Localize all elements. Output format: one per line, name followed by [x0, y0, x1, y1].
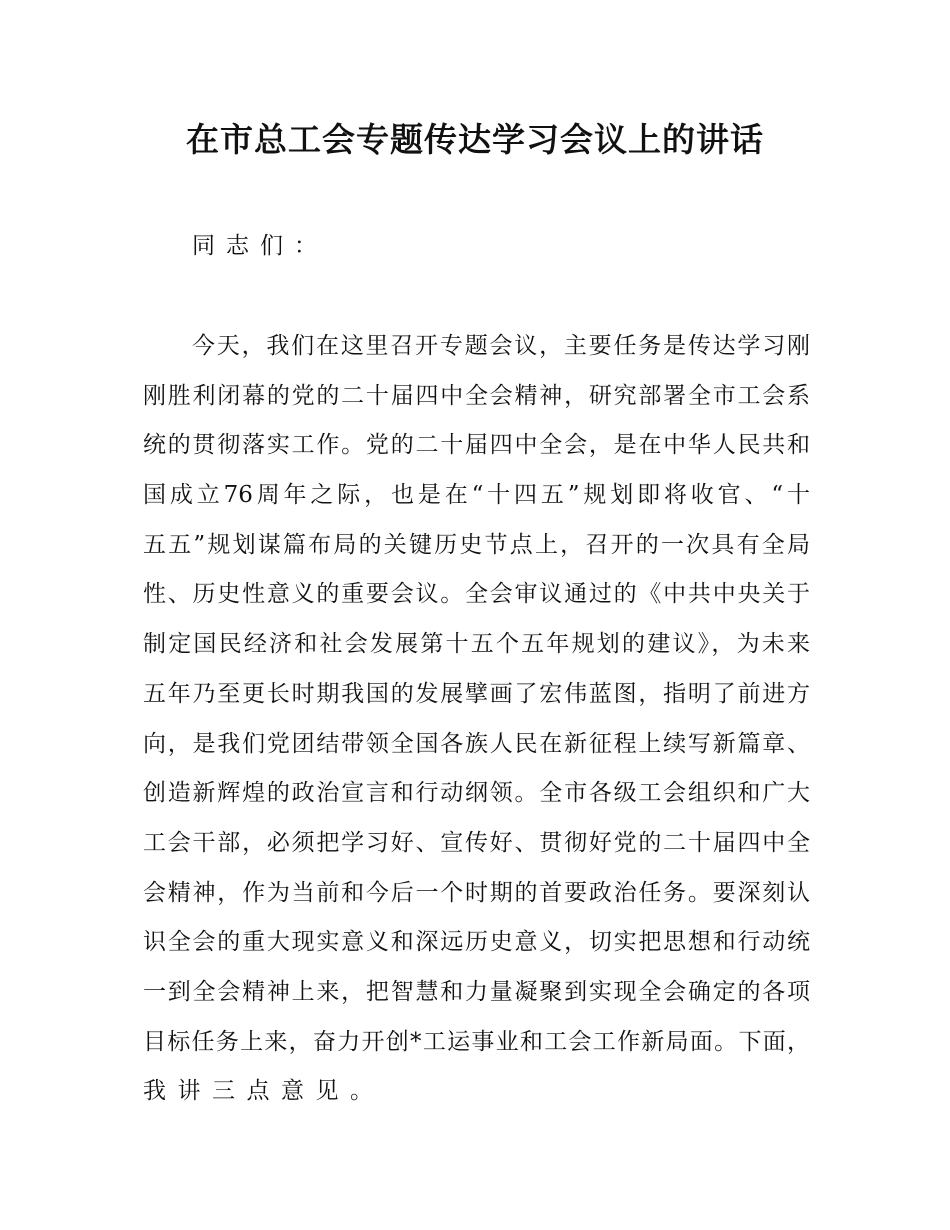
paragraph-line: 五五”规划谋篇布局的关键历史节点上，召开的一次具有全局 — [143, 531, 810, 558]
paragraph-line: 工会干部，必须把学习好、宣传好、贯彻好党的二十届四中全 — [143, 829, 810, 856]
paragraph-line: 创造新辉煌的政治宣言和行动纲领。全市各级工会组织和广大 — [143, 780, 810, 807]
document-title: 在市总工会专题传达学习会议上的讲话 — [186, 120, 764, 159]
paragraph-line: 制定国民经济和社会发展第十五个五年规划的建议》，为未来 — [143, 631, 810, 658]
paragraph-line: 性、历史性意义的重要会议。全会审议通过的《中共中央关于 — [143, 581, 810, 608]
paragraph-line: 今天，我们在这里召开专题会议，主要任务是传达学习刚 — [192, 333, 810, 359]
paragraph-line: 目标任务上来，奋力开创*工运事业和工会工作新局面。下面， — [143, 1028, 810, 1055]
paragraph-line: 刚胜利闭幕的党的二十届四中全会精神，研究部署全市工会系 — [143, 382, 810, 409]
paragraph — [143, 322, 810, 1117]
paragraph-line: 我讲三点意见。 — [143, 1078, 385, 1105]
paragraph-line: 统的贯彻落实工作。党的二十届四中全会，是在中华人民共和 — [143, 432, 810, 459]
paragraph-line: 会精神，作为当前和今后一个时期的首要政治任务。要深刻认 — [143, 879, 810, 906]
paragraph-line: 一到全会精神上来，把智慧和力量凝聚到实现全会确定的各项 — [143, 978, 810, 1005]
paragraph-line: 识全会的重大现实意义和深远历史意义，切实把思想和行动统 — [143, 929, 810, 956]
paragraph-line: 向，是我们党团结带领全国各族人民在新征程上续写新篇章、 — [143, 730, 810, 757]
greeting: 同志们： — [192, 233, 328, 259]
paragraph-line: 五年乃至更长时期我国的发展擘画了宏伟蓝图，指明了前进方 — [143, 680, 810, 707]
paragraph-line: 国成立76周年之际，也是在“十四五”规划即将收官、“十 — [143, 482, 810, 509]
